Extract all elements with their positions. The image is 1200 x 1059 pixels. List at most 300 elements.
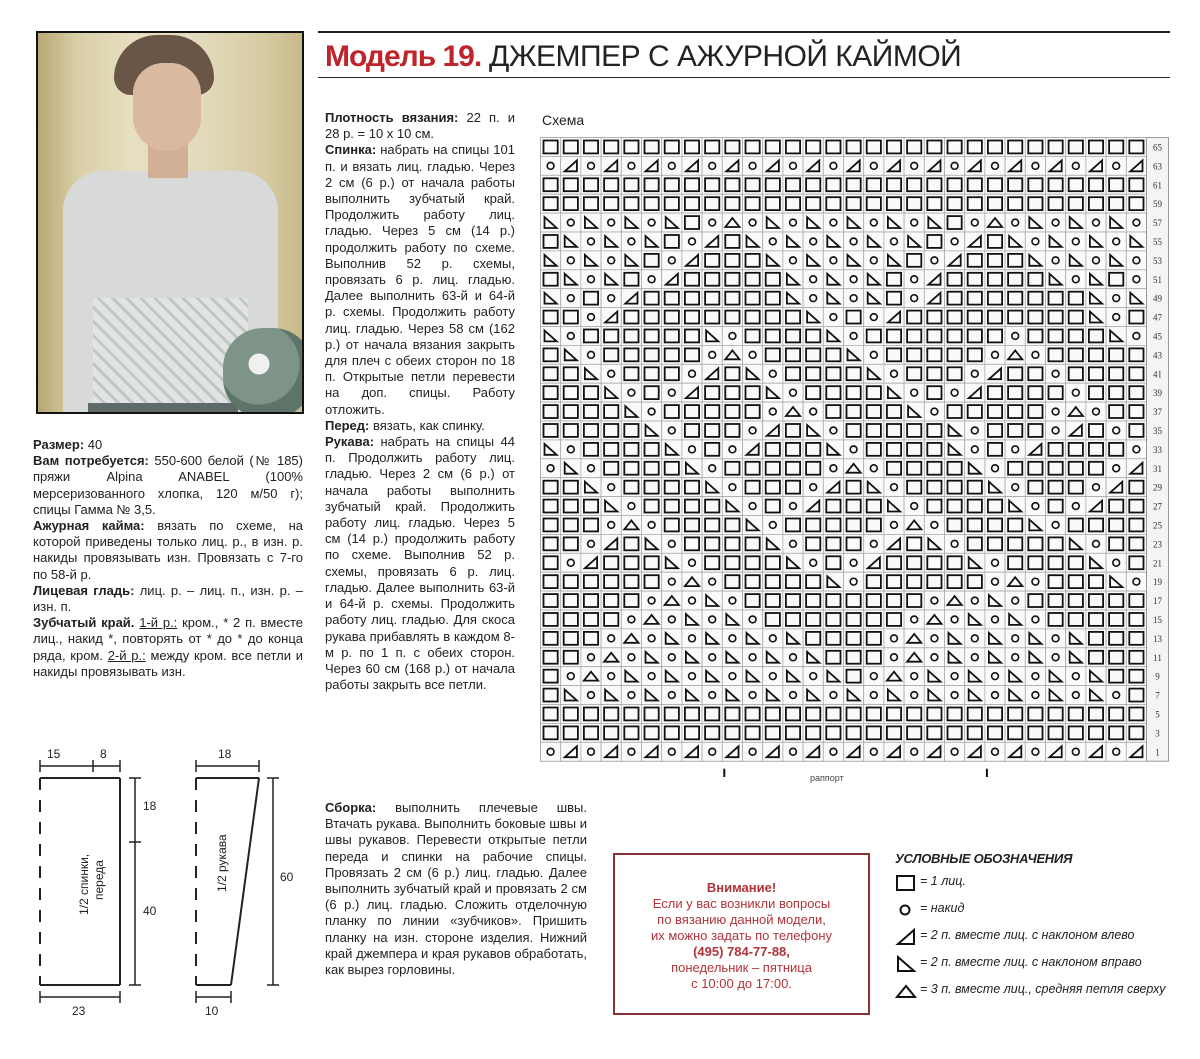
chart-cell [1106,459,1126,478]
chart-cell [1025,686,1045,705]
chart-row [541,364,1163,383]
chart-cell [682,553,702,572]
chart-row [541,308,1163,327]
row-number: 35 [1153,425,1162,436]
chart-cell [743,686,763,705]
chart-cell [1005,345,1025,364]
legend-item [895,901,1180,919]
chart-cell [561,440,581,459]
chart-cell [1106,156,1126,175]
chart-row [541,402,1163,421]
dim-body-width: 23 [72,1004,86,1018]
row-number: 39 [1153,388,1162,399]
chart-cell [662,686,682,705]
chart-cell [1025,232,1045,251]
chart-cell [662,591,682,610]
chart-cell [1066,667,1086,686]
chart-cell [1106,308,1126,327]
chart-cell [642,629,662,648]
picot-row1-label: 1-й р.: [139,615,178,631]
chart-cell [601,478,621,497]
materials-paragraph [33,453,303,518]
chart-cell [1106,742,1126,761]
gauge-value: 22 п. и 28 р. = 10 х 10 см. [325,110,515,142]
chart-row [541,138,1163,157]
picot-row2-value: между кром. все петли и накиды провязывать изн. [33,647,303,679]
chart-cell [1106,553,1126,572]
picot-paragraph [33,615,303,680]
chart-cell [783,648,803,667]
chart-row [541,345,1163,364]
legend-label: = 2 п. вместе лиц. с наклоном влево [920,928,1135,942]
phone-number: (495) 784-77-88 [693,944,787,959]
chart-cell [844,553,864,572]
chart-cell [985,572,1005,591]
chart-cell [844,459,864,478]
chart-cell [803,667,823,686]
chart-cell [722,440,742,459]
chart-cell [662,534,682,553]
row-number: 29 [1153,482,1162,493]
yarn-over-circle-icon [895,901,917,919]
chart-cell [904,667,924,686]
chart-cell [561,553,581,572]
chart-cell [1066,270,1086,289]
chart-cell [864,213,884,232]
chart-cell [621,686,641,705]
chart-cell [864,686,884,705]
legend-label: = 3 п. вместе лиц., средняя петля сверху [920,982,1166,996]
chart-cell [864,308,884,327]
chart-cell [803,402,823,421]
chart-cell [864,459,884,478]
chart-row [541,175,1163,194]
materials-section [33,437,303,680]
chart-row [541,516,1163,535]
gauge-label: Плотность вязания: [325,110,459,125]
dim-sleeve-top: 18 [218,747,232,761]
stockinette-paragraph [33,583,303,615]
sleeve-slope-edge [231,778,259,985]
chart-cell [642,213,662,232]
chart-cell [864,534,884,553]
chart-cell [763,629,783,648]
chart-cell [823,421,843,440]
pattern-schematic [30,740,310,1030]
dim-body-length: 40 [143,904,157,918]
chart-cell [985,459,1005,478]
legend-item [895,928,1180,946]
chart-cell [722,478,742,497]
chart-cell [601,213,621,232]
chart-cell [682,440,702,459]
chart-cell [864,251,884,270]
row-number: 41 [1153,369,1162,380]
chart-cell [702,648,722,667]
chart-cell [1025,497,1045,516]
chart-cell [884,364,904,383]
chart-cell [844,270,864,289]
back-value: набрать на спицы 101 п. и вязать лиц. гладью. Через 2 см (6 р.) от начала работы выполнить зубчатый край. Продолжить работу лиц. гладью. Через 5 см (14 р.) продолжить работу по схеме. Выполнив 52 р. схемы, провязать 6 р. лиц. гладью. Далее выполнить 63-й и 64-й р. схемы. Продолжить работу лиц. гладью. Через 58 см (162 р.) от начала вязания закрыть для плеч с обеих сторон по 18 п. Открытые петли перевести на доп. спицы. Работу отложить. [325,142,515,417]
chart-cell [965,421,985,440]
chart-cell [743,648,763,667]
chart-row [541,213,1163,232]
chart-cell [823,459,843,478]
chart-cell [924,629,944,648]
notice-heading: Внимание! [706,880,777,895]
chart-row [541,648,1162,667]
chart-cell [1025,742,1045,761]
chart-cell [924,516,944,535]
chart-cell [924,402,944,421]
row-number: 61 [1153,180,1162,191]
chart-cell [621,232,641,251]
size-value: 40 [84,437,103,452]
chart-cell [702,572,722,591]
model-photo [36,31,304,414]
chart-cell [1046,251,1066,270]
chart-cell [803,232,823,251]
lace-paragraph [33,518,303,583]
chart-cell [1126,572,1146,591]
chart-cell [803,553,823,572]
chart-cell [541,156,561,175]
back-label: Спинка: [325,142,377,158]
chart-cell [581,156,601,175]
chart-cell [702,213,722,232]
row-number: 7 [1155,690,1160,701]
row-number: 33 [1153,444,1162,455]
chart-cell [783,402,803,421]
chart-cell [581,742,601,761]
assembly-paragraph [325,800,587,978]
row-number: 5 [1155,709,1160,720]
chart-row [541,723,1161,742]
chart-cell [864,345,884,364]
row-number: 49 [1153,293,1162,304]
chart-cell [945,742,965,761]
chart-cell [823,686,843,705]
chart-cell [783,156,803,175]
materials-value: 550-600 белой (№ 185) пряжи Alpina ANABEL (100% мерсеризованного хлопка, 120 м/50 г); спицы Гамма № 3,5. [33,453,303,517]
chart-cell [1066,383,1086,402]
assembly-value: выполнить плечевые швы. Втачать рукава. Выполнить боковые швы и швы рукавов. Перевести открытые петли переда и спинки на рабочие спицы. Провязать 2 см (6 р.) лиц. гладью. Далее выполнить зубчатый край и провязать 2 см (6 р.) лиц. гладью. Сложить отделочную планку по линии «зубчиков». Пришить планку на изн. стороне изделия. Нижний край джемпера и края рукавов обработать, как вырез горловины. [325,800,587,978]
chart-cell [1066,497,1086,516]
chart-cell [945,591,965,610]
chart-cell [642,402,662,421]
chart-row [541,591,1163,610]
photo-skirt [88,403,238,414]
chart-cell [662,610,682,629]
dim-sleeve-bottom: 10 [205,1004,219,1018]
legend-item [895,874,1180,892]
chart-cell [722,629,742,648]
chart-cell [743,742,763,761]
chart-cell [1005,478,1025,497]
chart-cell [702,610,722,629]
chart-cell [803,289,823,308]
chart-cell [904,648,924,667]
chart-cell [823,308,843,327]
chart-cell [682,591,702,610]
picot-row2-label: 2-й р.: [107,647,146,663]
chart-cell [1106,686,1126,705]
chart-cell [985,553,1005,572]
chart-row [541,194,1163,213]
picot-label: Зубчатый край. [33,615,135,631]
row-number: 23 [1153,539,1162,550]
legend-heading: УСЛОВНЫЕ ОБОЗНАЧЕНИЯ [895,851,1073,866]
chart-cell [985,610,1005,629]
chart-cell [884,516,904,535]
chart-cell [904,289,924,308]
row-number: 53 [1153,255,1162,266]
chart-cell [561,213,581,232]
chart-row [541,572,1163,591]
chart-cell [1086,478,1106,497]
row-number: 3 [1155,728,1160,739]
chart-cell [1066,742,1086,761]
row-number: 65 [1153,142,1162,153]
dim-neck: 8 [100,747,107,761]
chart-cell [682,232,702,251]
chart-cell [1005,440,1025,459]
chart-cell [621,629,641,648]
chart-cell [743,156,763,175]
chart-cell [1005,648,1025,667]
chart-cell [621,383,641,402]
chart-cell [1046,629,1066,648]
k2tog-left-icon [895,928,917,946]
chart-cell [601,364,621,383]
chart-cell [581,667,601,686]
chart-row [541,497,1163,516]
chart-cell [1126,327,1146,346]
legend-item [895,982,1180,1000]
chart-cell [722,213,742,232]
chart-cell [682,667,702,686]
chart-cell [722,591,742,610]
chart-cell [743,497,763,516]
chart-cell [682,364,702,383]
chart-row [541,629,1163,648]
chart-cell [1086,251,1106,270]
chart-cell [844,440,864,459]
chart-row [541,421,1163,440]
chart-cell [621,516,641,535]
legend-item [895,955,1180,973]
chart-cell [722,327,742,346]
dim-armhole: 18 [143,799,157,813]
chart-cell [561,667,581,686]
chart-cell [924,251,944,270]
chart-cell [702,156,722,175]
chart-row [541,156,1163,175]
chart-cell [662,383,682,402]
chart-cell [1066,232,1086,251]
chart-cell [662,572,682,591]
chart-cell [743,345,763,364]
stockinette-label: Лицевая гладь: [33,582,135,598]
header-rule-top [318,31,1170,33]
notice-line: с 10:00 до 17:00. [691,976,792,991]
assembly-column [325,800,587,978]
chart-cell [1005,591,1025,610]
chart-cell [642,516,662,535]
chart-cell [884,648,904,667]
chart-row [541,667,1161,686]
front-value: вязать, как спинку. [369,417,485,433]
chart-cell [904,270,924,289]
chart-cell [541,459,561,478]
chart-cell [1025,667,1045,686]
chart-cell [965,648,985,667]
chart-cell [561,327,581,346]
chart-cell [642,667,662,686]
chart-cell [642,610,662,629]
chart-cell [985,345,1005,364]
chart-cell [965,629,985,648]
chart-cell [884,232,904,251]
chart-cell [722,345,742,364]
header-rule-bottom [318,77,1170,78]
page-title [325,40,961,74]
chart-cell [1086,213,1106,232]
photo-face [133,63,201,151]
row-number: 51 [1153,274,1162,285]
row-number: 55 [1153,236,1162,247]
chart-cell [601,629,621,648]
chart-cell [1005,213,1025,232]
photo-flowers [223,328,304,414]
k2tog-right-icon [895,955,917,973]
sleeves-paragraph [325,434,515,693]
chart-cell [965,364,985,383]
chart-cell [1005,572,1025,591]
front-label: Перед: [325,417,370,433]
chart-cell [743,610,763,629]
chart-cell [541,742,561,761]
chart-cell [985,213,1005,232]
chart-cell [763,516,783,535]
sleeves-value: набрать на спицы 44 п. Продолжить работу лиц. гладью. Через 2 см (6 р.) от начала работы выполнить зубчатый край. Продолжить работу лиц. гладью. Через 5 см (14 р.) продолжить работу по схеме. Выполнив 52 р. схемы, провязать 6 р. лиц. гладью. Далее выполнить 63-й и 64-й р. схемы. Продолжить работу лиц. гладью. Для скоса рукава прибавлять в каждом 8-м р. по 1 п. с обеих сторон. Через 60 см (168 р.) от начала работы закрыть все петли. [325,434,515,693]
chart-cell [783,742,803,761]
chart-cell [1046,213,1066,232]
back-paragraph [325,142,515,417]
k3tog-center-icon [895,982,917,1000]
knit-square-icon [895,874,917,892]
chart-cell [1106,232,1126,251]
chart-cell [621,497,641,516]
chart-cell [844,232,864,251]
chart-cell [581,270,601,289]
row-number: 59 [1153,199,1162,210]
chart-cell [884,667,904,686]
row-number: 37 [1153,407,1162,418]
chart-row [541,232,1163,251]
chart-cell [743,213,763,232]
chart-cell [1046,516,1066,535]
chart-cell [783,534,803,553]
chart-cell [945,686,965,705]
chart-cell [985,742,1005,761]
chart-cell [1025,610,1045,629]
chart-cell [1066,402,1086,421]
chart-row [541,459,1163,478]
chart-cell [783,497,803,516]
chart-cell [621,156,641,175]
chart-cell [1046,421,1066,440]
chart-cell [904,629,924,648]
chart-cell [864,667,884,686]
chart-cell [722,667,742,686]
chart-cell [783,383,803,402]
row-number: 47 [1153,312,1162,323]
chart-cell [884,629,904,648]
instructions-column [325,110,515,693]
row-number: 27 [1153,501,1162,512]
chart-cell [1086,402,1106,421]
chart-cell [1066,156,1086,175]
chart-cell [682,572,702,591]
chart-cell [904,156,924,175]
chart-cell [682,629,702,648]
notice-line: их можно задать по телефону [650,928,833,943]
body-piece-label-2: переда [92,860,106,900]
sleeves-label: Рукава: [325,434,375,450]
chart-cell [945,383,965,402]
notice-line: Если у вас возникли вопросы [652,896,831,911]
chart-row [541,440,1163,459]
chart-cell [763,402,783,421]
chart-cell [783,213,803,232]
chart-cell [965,440,985,459]
chart-cell [965,591,985,610]
chart-cell [965,213,985,232]
chart-cell [763,667,783,686]
size-paragraph [33,437,303,453]
chart-cell [581,648,601,667]
chart-cell [1126,270,1146,289]
body-piece-label-1: 1/2 спинки, [77,853,91,915]
chart-cell [864,156,884,175]
legend-label: = 2 п. вместе лиц. с наклоном вправо [920,955,1142,969]
gauge-paragraph [325,110,515,142]
chart-cell [884,478,904,497]
chart-cell [1025,156,1045,175]
row-number: 1 [1155,747,1160,758]
chart-cell [1046,648,1066,667]
chart-cell [904,516,924,535]
chart-cell [924,591,944,610]
chart-cell [581,459,601,478]
lace-value: вязать по схеме, на которой приведены только лиц. р., в изн. р. накиды провязывать изн. Провязать с 7-го по 58-й р. [33,518,303,582]
chart-cell [803,270,823,289]
chart-cell [823,213,843,232]
chart-cell [985,686,1005,705]
row-number: 13 [1153,633,1162,644]
chart-cell [1005,327,1025,346]
chart-row [541,705,1161,724]
chart-cell [904,742,924,761]
chart-cell [945,156,965,175]
chart-row [541,383,1163,402]
chart-cell [743,421,763,440]
chart-cell [581,686,601,705]
chart-cell [904,610,924,629]
chart-cell [945,610,965,629]
chart-cell [621,742,641,761]
